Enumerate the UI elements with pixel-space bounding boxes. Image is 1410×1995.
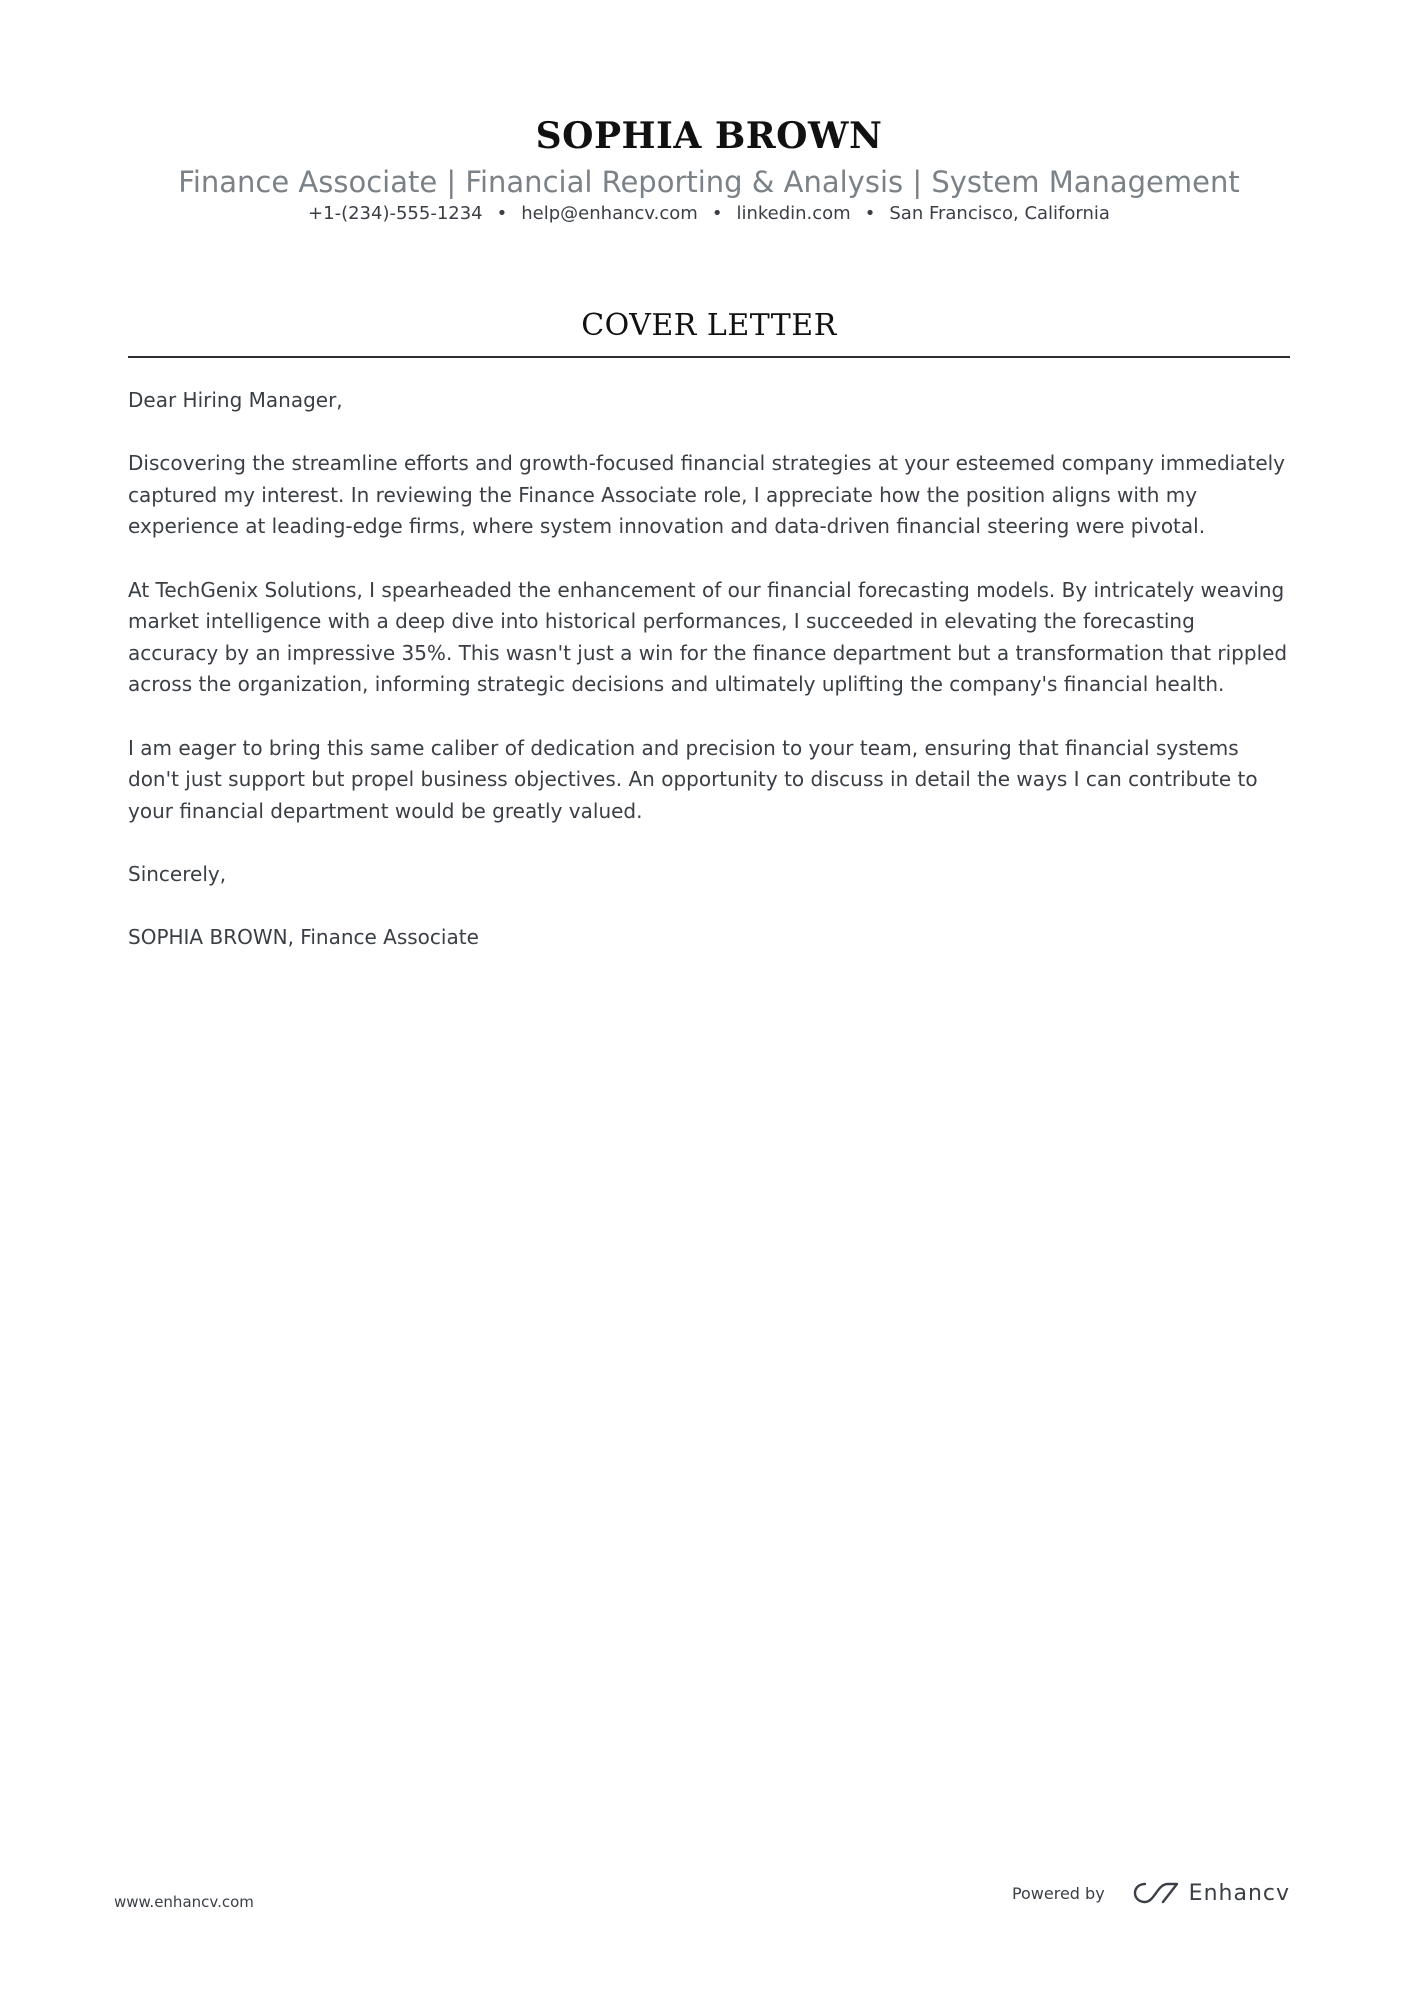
section-title: COVER LETTER [581, 308, 837, 343]
contact-email: help@enhancv.com [521, 203, 698, 224]
powered-by-label: Powered by [1011, 1883, 1105, 1903]
letter-paragraph: I am eager to bring this same caliber of dedication and precision to your team, ensuring that financial systems don't just support but propel business objectives. An opportunity to discuss in detail the ways I can contribute to your financial department would be greatly valued. [128, 735, 1258, 823]
letter-body [128, 385, 1290, 985]
contact-separator: • [496, 203, 508, 224]
letter-paragraph: At TechGenix Solutions, I spearheaded the enhancement of our financial forecasting models. By intricately weaving market intelligence with a deep dive into historical performances, I succeeded in elevating the forecasting accuracy by an impressive 35%. This wasn't just a win for the finance department but a transformation that rippled across the organization, informing strategic decisions and ultimately uplifting the company's financial health. [128, 577, 1288, 697]
footer-branding [1012, 1880, 1290, 1906]
candidate-tagline: Finance Associate | Financial Reporting & Analysis | System Management [178, 165, 1240, 199]
footer-website: www.enhancv.com [114, 1893, 254, 1911]
letter-greeting: Dear Hiring Manager, [128, 388, 343, 412]
letter-paragraph: Discovering the streamline efforts and growth-focused financial strategies at your esteemed company immediately captured my interest. In reviewing the Finance Associate role, I appreciate how the position aligns with my experience at leading-edge firms, where system innovation and data-driven financial steering were pivotal. [128, 451, 1286, 539]
candidate-name: SOPHIA BROWN [535, 115, 883, 157]
contact-location: San Francisco, California [889, 203, 1110, 224]
contact-phone: +1-(234)-555-1234 [308, 203, 483, 224]
contact-line [128, 202, 1290, 226]
enhancv-logo-icon [1133, 1880, 1179, 1906]
contact-linkedin: linkedin.com [736, 203, 851, 224]
resume-header [128, 112, 1290, 226]
section-divider [128, 356, 1290, 358]
contact-separator: • [864, 203, 876, 224]
letter-closing: Sincerely, [128, 861, 227, 886]
letter-signature: SOPHIA BROWN, Finance Associate [128, 925, 479, 950]
contact-separator: • [711, 203, 723, 224]
enhancv-brand: Enhancv [1188, 1880, 1290, 1906]
